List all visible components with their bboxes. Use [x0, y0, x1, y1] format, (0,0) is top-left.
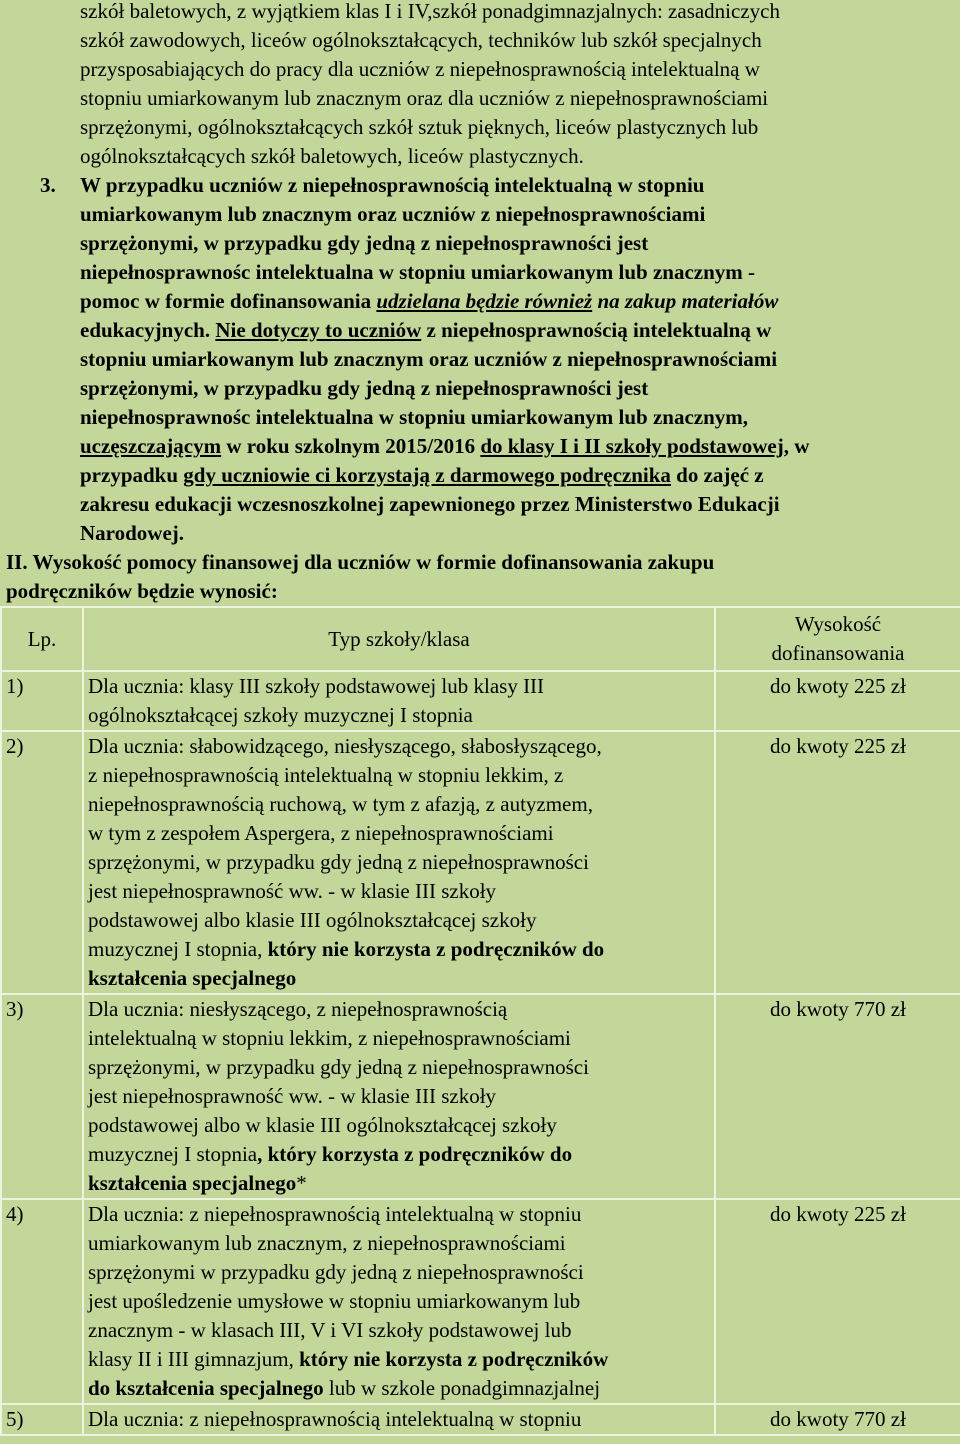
- text-run: pomoc w formie dofinansowania: [80, 289, 377, 313]
- cell-line: Dla ucznia: z niepełnosprawnością intelektualną w stopniu: [88, 1407, 582, 1431]
- intro-paragraph: [80, 0, 950, 171]
- underlined-text: do klasy I i II szkoły podstawowej: [480, 434, 784, 458]
- point-3-paragraph: [40, 171, 960, 548]
- row-amount: do kwoty 225 zł: [715, 731, 960, 994]
- cell-line: [88, 935, 710, 964]
- cell-line: Dla ucznia: niesłyszącego, z niepełnosprawnością: [88, 997, 508, 1021]
- row-lp: 4): [1, 1199, 83, 1404]
- point-3-line: zakresu edukacji wczesnoszkolnej zapewnionego przez Ministerstwo Edukacji: [80, 492, 780, 516]
- text-run: przypadku: [80, 463, 184, 487]
- cell-line: podstawowej albo klasie III ogólnokształcącej szkoły: [88, 908, 537, 932]
- table-row: [1, 994, 960, 1199]
- row-amount: do kwoty 225 zł: [715, 1199, 960, 1404]
- intro-line: ogólnokształcących szkół baletowych, liceów plastycznych.: [80, 144, 584, 168]
- cell-line: jest upośledzenie umysłowe w stopniu umiarkowanym lub: [88, 1289, 581, 1313]
- cell-line: kształcenia specjalnego: [88, 966, 297, 990]
- text-run: edukacyjnych.: [80, 318, 216, 342]
- row-type: [83, 1404, 715, 1435]
- cell-line: [88, 1374, 710, 1403]
- table-row: [1, 1404, 960, 1435]
- bold-text: do kształcenia specjalnego: [88, 1376, 324, 1400]
- cell-line: sprzężonymi, w przypadku gdy jedną z niepełnosprawności: [88, 1055, 589, 1079]
- intro-line: szkół baletowych, z wyjątkiem klas I i IV,szkół ponadgimnazjalnych: zasadniczych: [80, 0, 780, 23]
- intro-line: stopniu umiarkowanym lub znacznym oraz dla uczniów z niepełnosprawnościami: [80, 86, 769, 110]
- cell-line: jest niepełnosprawność ww. - w klasie III szkoły: [88, 879, 497, 903]
- header-amount-line: dofinansowania: [771, 641, 905, 665]
- point-3-line: niepełnosprawnośc intelektualna w stopniu umiarkowanym lub znacznym -: [80, 260, 756, 284]
- point-3-line: umiarkowanym lub znacznym oraz uczniów z niepełnosprawnościami: [80, 202, 706, 226]
- cell-line: [88, 1345, 710, 1374]
- row-amount: do kwoty 770 zł: [715, 994, 960, 1199]
- header-amount: [715, 607, 960, 671]
- point-number: 3.: [40, 173, 56, 197]
- header-amount-line: Wysokość: [794, 612, 882, 636]
- text-run: muzycznej I stopnia,: [88, 937, 268, 961]
- bold-text: który nie korzysta z podręczników do: [267, 937, 605, 961]
- text-run: , w: [783, 434, 810, 458]
- row-type: [83, 1199, 715, 1404]
- row-lp: 2): [1, 731, 83, 994]
- funding-table: [0, 606, 960, 1436]
- point-3-line: stopniu umiarkowanym lub znacznym oraz uczniów z niepełnosprawnościami: [80, 347, 778, 371]
- cell-line: Dla ucznia: klasy III szkoły podstawowej lub klasy III: [88, 674, 545, 698]
- cell-line: z niepełnosprawnością intelektualną w stopniu lekkim, z: [88, 763, 564, 787]
- section-2-heading: [6, 548, 956, 606]
- row-amount: do kwoty 770 zł: [715, 1404, 960, 1435]
- cell-line: Dla ucznia: z niepełnosprawnością intelektualną w stopniu: [88, 1202, 582, 1226]
- point-3-line: Narodowej.: [80, 521, 185, 545]
- row-lp: 5): [1, 1404, 83, 1435]
- point-3-line: [80, 461, 960, 490]
- cell-line: znacznym - w klasach III, V i VI szkoły podstawowej lub: [88, 1318, 572, 1342]
- underlined-text: uczęszczającym: [80, 434, 222, 458]
- point-3-line: sprzężonymi, w przypadku gdy jedną z niepełnosprawności jest: [80, 231, 649, 255]
- row-type: [83, 731, 715, 994]
- bold-text: który nie korzysta z podręczników: [299, 1347, 609, 1371]
- text-run: muzycznej I stopnia: [88, 1142, 258, 1166]
- text-run: lub w szkole ponadgimnazjalnej: [323, 1376, 601, 1400]
- text-run: do zajęć z: [670, 463, 764, 487]
- point-3-line: W przypadku uczniów z niepełnosprawnością intelektualną w stopniu: [80, 173, 705, 197]
- point-3-body: [80, 171, 960, 548]
- cell-line: Dla ucznia: słabowidzącego, niesłyszącego, słabosłyszącego,: [88, 734, 602, 758]
- row-type: [83, 671, 715, 731]
- intro-line: przysposabiających do pracy dla uczniów z niepełnosprawnością intelektualną w: [80, 57, 760, 81]
- cell-line: intelektualną w stopniu lekkim, z niepełnosprawnościami: [88, 1026, 571, 1050]
- table-row: [1, 671, 960, 731]
- cell-line: umiarkowanym lub znacznym, z niepełnosprawnościami: [88, 1231, 566, 1255]
- table-row: [1, 731, 960, 994]
- cell-line: [88, 1169, 710, 1198]
- section-heading-line: podręczników będzie wynosić:: [6, 579, 278, 603]
- table-row: [1, 1199, 960, 1404]
- row-amount: do kwoty 225 zł: [715, 671, 960, 731]
- cell-line: w tym z zespołem Aspergera, z niepełnosprawnościami: [88, 821, 554, 845]
- row-lp: 1): [1, 671, 83, 731]
- point-3-line: [80, 316, 960, 345]
- cell-line: niepełnosprawnością ruchową, w tym z afazją, z autyzmem,: [88, 792, 593, 816]
- header-type: Typ szkoły/klasa: [83, 607, 715, 671]
- cell-line: jest niepełnosprawność ww. - w klasie III szkoły: [88, 1084, 497, 1108]
- text-run: w roku szkolnym 2015/2016: [221, 434, 481, 458]
- underlined-text: gdy uczniowie ci korzystają z darmowego podręcznika: [183, 463, 671, 487]
- row-type: [83, 994, 715, 1199]
- underlined-text: Nie dotyczy to uczniów: [215, 318, 422, 342]
- text-run: klasy II i III gimnazjum,: [88, 1347, 300, 1371]
- cell-line: ogólnokształcącej szkoły muzycznej I stopnia: [88, 703, 473, 727]
- cell-line: sprzężonymi, w przypadku gdy jedną z niepełnosprawności: [88, 850, 589, 874]
- row-lp: 3): [1, 994, 83, 1199]
- cell-line: podstawowej albo w klasie III ogólnokształcącej szkoły: [88, 1113, 557, 1137]
- section-heading-line: [6, 548, 956, 577]
- cell-line: [88, 1140, 710, 1169]
- table-header-row: [1, 607, 960, 671]
- point-3-line: [80, 432, 960, 461]
- text-run: *: [296, 1171, 307, 1195]
- intro-line: sprzężonymi, ogólnokształcących szkół sztuk pięknych, liceów plastycznych lub: [80, 115, 759, 139]
- emphasis-text: na zakup materiałów: [592, 289, 779, 313]
- bold-text: , który korzysta z podręczników do: [257, 1142, 573, 1166]
- point-3-line: [80, 287, 960, 316]
- header-lp: Lp.: [1, 607, 83, 671]
- text-run: z niepełnosprawnością intelektualną w: [421, 318, 772, 342]
- point-3-line: sprzężonymi, w przypadku gdy jedną z niepełnosprawności jest: [80, 376, 649, 400]
- intro-line: szkół zawodowych, liceów ogólnokształcących, techników lub szkół specjalnych: [80, 28, 762, 52]
- section-number: II.: [6, 550, 28, 574]
- emphasis-text: udzielana będzie również: [376, 289, 593, 313]
- bold-text: kształcenia specjalnego: [88, 1171, 297, 1195]
- point-3-line: niepełnosprawnośc intelektualna w stopniu umiarkowanym lub znacznym,: [80, 405, 749, 429]
- text-run: Wysokość pomocy finansowej dla uczniów w formie dofinansowania zakupu: [27, 550, 715, 574]
- cell-line: sprzężonymi w przypadku gdy jedną z niepełnosprawności: [88, 1260, 584, 1284]
